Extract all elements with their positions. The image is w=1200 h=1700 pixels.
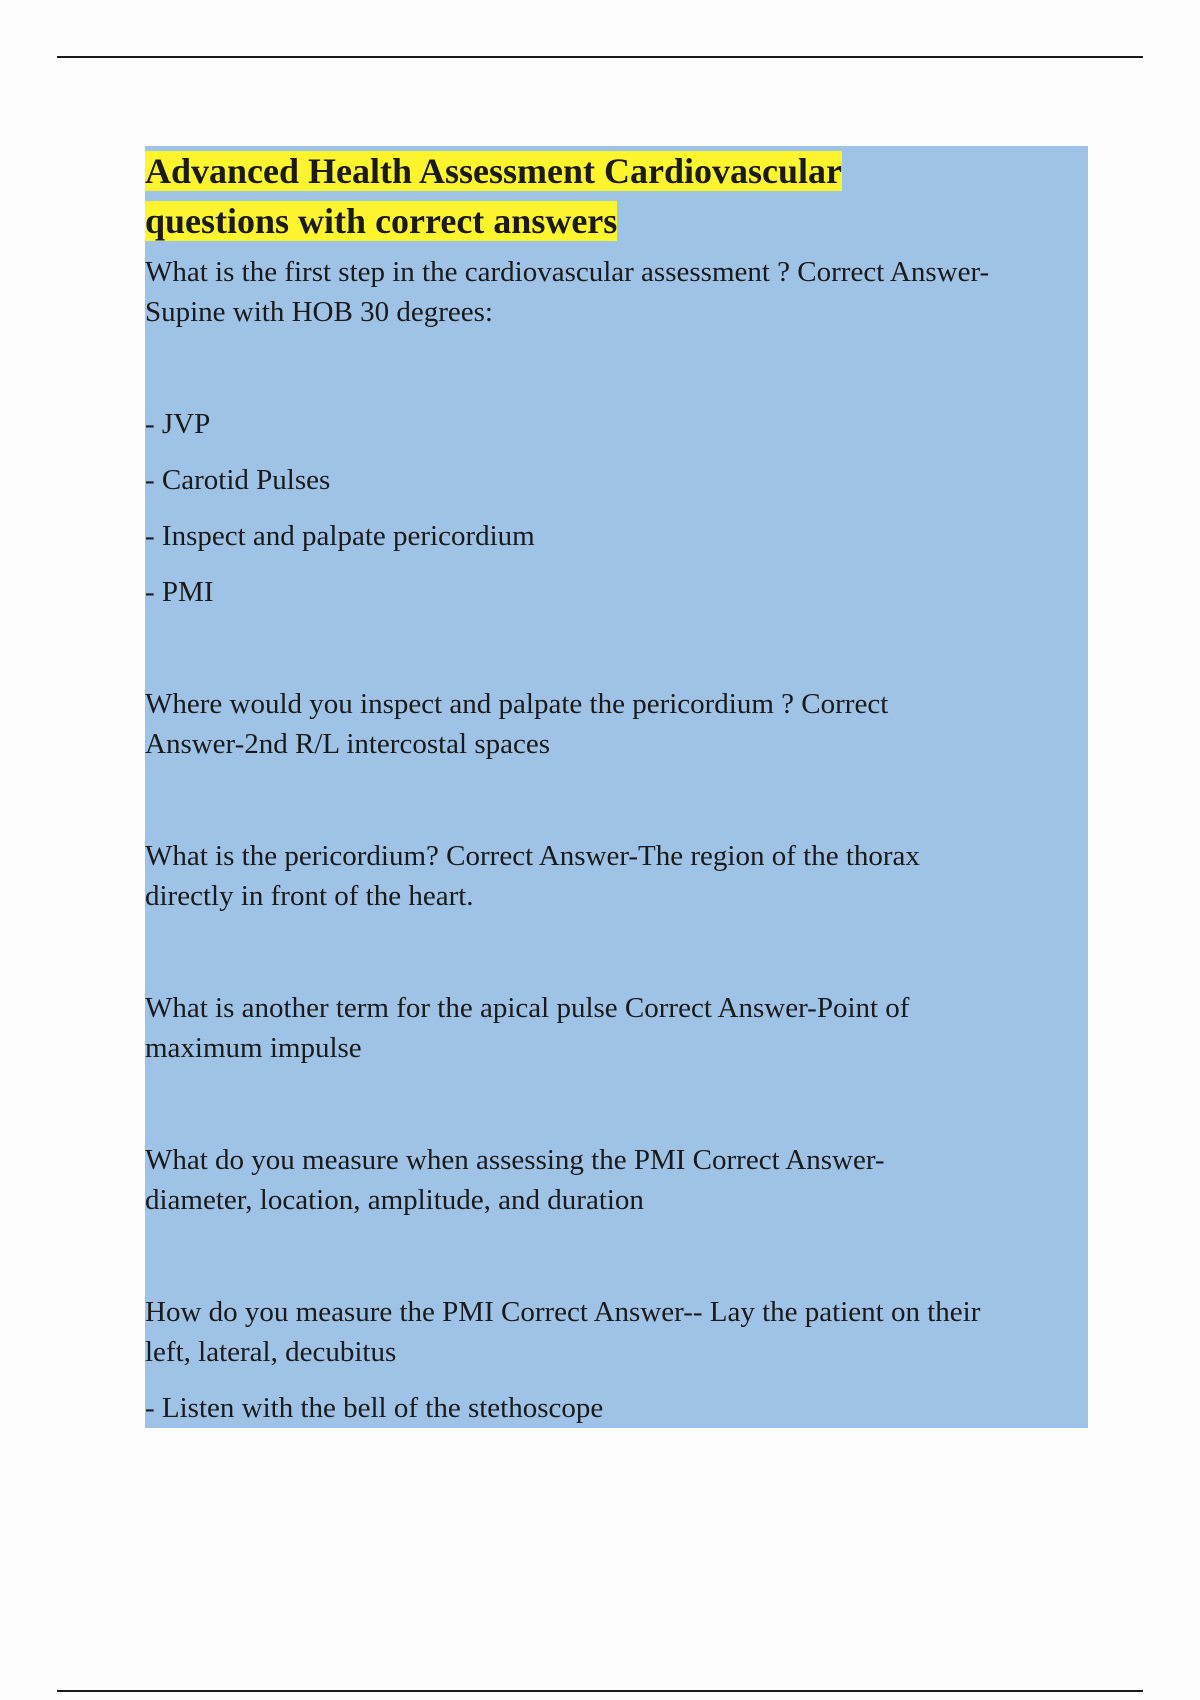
- question-6-line-1: How do you measure the PMI Correct Answer-- Lay the patient on their: [145, 1296, 981, 1328]
- title-line-2: questions with correct answers: [145, 201, 618, 241]
- document-title: [145, 146, 1088, 246]
- question-2-line-1: Where would you inspect and palpate the pericordium ? Correct: [145, 688, 889, 720]
- answer-bullet: - Inspect and palpate pericordium: [145, 520, 535, 552]
- footer-rule: [57, 1690, 1143, 1692]
- qa-block-2: [145, 684, 1088, 764]
- question-1-line-2: Supine with HOB 30 degrees:: [145, 296, 493, 328]
- answer-bullet: - JVP: [145, 408, 211, 440]
- qa-block-1: [145, 252, 1088, 612]
- question-2-line-2: Answer-2nd R/L intercostal spaces: [145, 728, 551, 760]
- question-3-line-2: directly in front of the heart.: [145, 880, 474, 912]
- qa-block-3: [145, 836, 1088, 916]
- qa-block-4: [145, 988, 1088, 1068]
- question-6-line-2: left, lateral, decubitus: [145, 1336, 397, 1368]
- document-body: [145, 146, 1088, 1428]
- title-line-1: Advanced Health Assessment Cardiovascular: [145, 151, 843, 191]
- qa-block-6: [145, 1292, 1088, 1428]
- answer-bullet: - PMI: [145, 576, 214, 608]
- question-5-line-2: diameter, location, amplitude, and duration: [145, 1184, 644, 1216]
- question-1-line-1: What is the first step in the cardiovascular assessment ? Correct Answer-: [145, 256, 990, 288]
- qa-block-5: [145, 1140, 1088, 1220]
- question-4-line-1: What is another term for the apical pulse Correct Answer-Point of: [145, 992, 910, 1024]
- question-6-line-3: - Listen with the bell of the stethoscope: [145, 1392, 604, 1424]
- question-5-line-1: What do you measure when assessing the PMI Correct Answer-: [145, 1144, 885, 1176]
- question-3-line-1: What is the pericordium? Correct Answer-The region of the thorax: [145, 840, 920, 872]
- question-4-line-2: maximum impulse: [145, 1032, 362, 1064]
- header-rule: [57, 56, 1143, 58]
- answer-bullet: - Carotid Pulses: [145, 464, 331, 496]
